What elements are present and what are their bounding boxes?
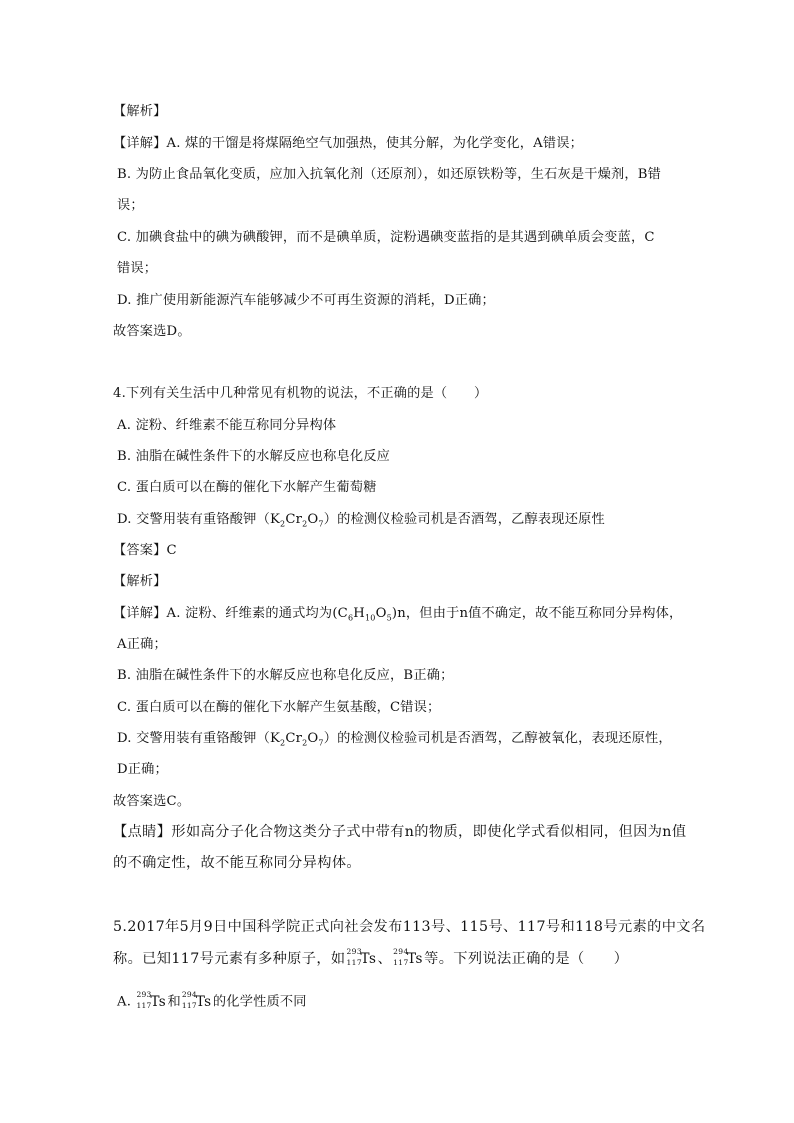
answer-conclusion: 故答案选C。 xyxy=(113,794,191,809)
analysis-heading: 【解析】 xyxy=(113,574,167,589)
question-4-option-d: D. 交警用装有重铬酸钾$(K_2Cr_2O_7)$的检测仪检验司机是否酒驾，乙醇表现还原性 xyxy=(117,512,605,529)
detail-option-d-line1: D. 交警用装有重铬酸钾$(K_2Cr_2O_7)$的检测仪检验司机是否酒驾，乙醇被氧化，表现还原性， xyxy=(117,731,672,748)
answer-conclusion: 故答案选D。 xyxy=(113,324,191,339)
nuclide-ts-293: 293 117 Ts xyxy=(346,947,377,967)
detail-option-a-line2: A正确； xyxy=(117,637,167,652)
key-point-line1: 【点睛】形如高分子化合物这类分子式中带有n的物质，即使化学式看似相同，但因为n值 xyxy=(113,824,687,840)
nuclide-ts-293: 293 117 Ts xyxy=(136,990,166,1010)
detail-option-d-line2: D正确； xyxy=(117,762,168,777)
question-4-option-a: A. 淀粉、纤维素不能互称同分异构体 xyxy=(117,418,337,433)
question-4-option-b: B. 油脂在碱性条件下的水解反应也称皂化反应 xyxy=(117,449,391,464)
nuclide-ts-294: 294 117 Ts xyxy=(393,947,423,967)
detail-option-c-line2: 错误； xyxy=(117,261,158,276)
analysis-heading: 【解析】 xyxy=(113,104,167,119)
answer-label: 【答案】C xyxy=(113,543,177,558)
detail-option-a: 【详解】A. 淀粉、纤维素的通式均为$(C_6H_{10}O_5)n$，但由于n值不确定，故不能互称同分异构体， xyxy=(113,606,683,623)
detail-option-c-line1: C. 加碘食盐中的碘为碘酸钾，而不是碘单质，淀粉遇碘变蓝指的是其遇到碘单质会变蓝，C xyxy=(117,230,655,245)
question-4-stem: 4.下列有关生活中几种常见有机物的说法，不正确的是（ ） xyxy=(113,386,488,401)
detail-option-b-line2: 误； xyxy=(117,198,144,213)
question-5-stem-line2: 称。已知117号元素有多种原子，如 293 117 Ts 、 294 117 Ts 等。下列说法正确的是（ ） xyxy=(113,947,629,967)
question-5-option-a: A. 293 117 Ts 和 294 117 Ts 的化学性质不同 xyxy=(117,990,307,1010)
detail-option-b: B. 油脂在碱性条件下的水解反应也称皂化反应，B正确； xyxy=(117,668,454,683)
key-point-line2: 的不确定性，故不能互称同分异构体。 xyxy=(113,855,361,871)
detail-option-b-line1: B. 为防止食品氧化变质，应加入抗氧化剂（还原剂），如还原铁粉等，生石灰是干燥剂，B错 xyxy=(117,167,662,182)
detail-option-d: D. 推广使用新能源汽车能够减少不可再生资源的消耗，D正确； xyxy=(117,293,495,308)
detail-option-a: 【详解】A. 煤的干馏是将煤隔绝空气加强热，使其分解，为化学变化，A错误； xyxy=(113,136,584,151)
nuclide-ts-294: 294 117 Ts xyxy=(181,990,212,1010)
question-5-stem-line1: 5.2017年5月9日中国科学院正式向社会发布113号、115号、117号和118号元素的中文名 xyxy=(113,919,706,935)
question-4-option-c: C. 蛋白质可以在酶的催化下水解产生葡萄糖 xyxy=(117,480,377,495)
detail-option-c: C. 蛋白质可以在酶的催化下水解产生氨基酸，C错误； xyxy=(117,700,441,715)
